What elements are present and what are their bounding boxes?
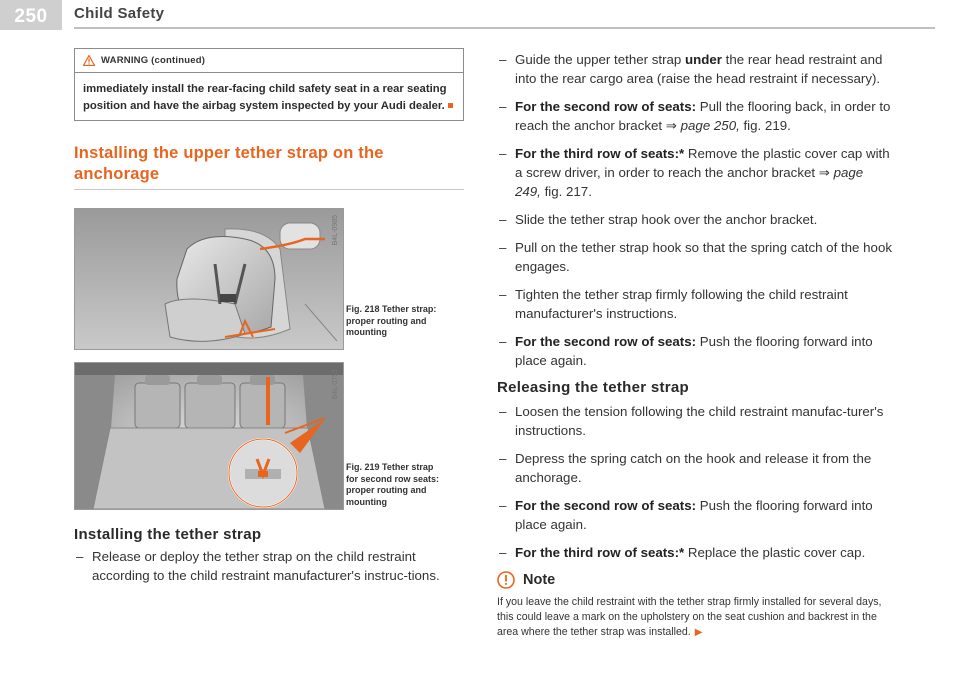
child-seat-illustration xyxy=(75,209,343,349)
installing-step-1: – Release or deploy the tether strap on the child restraint according to the child restraint manufacturer's instruc-tions. xyxy=(74,547,464,585)
figure-219-code: B4L-0751 xyxy=(332,369,339,400)
figure-219-image xyxy=(74,362,344,510)
figure-218 xyxy=(74,208,464,354)
continue-arrow-icon: ▶ xyxy=(694,627,703,638)
right-column xyxy=(497,50,892,640)
step-second-row-push: – For the second row of seats: Push the flooring forward into place again. xyxy=(497,332,892,370)
step-third-row-remove: – For the third row of seats:* Remove the plastic cover cap with a screw driver, in order to reach the anchor bracket ⇒ page 249, fig. 217. xyxy=(497,144,892,201)
figure-218-caption: Fig. 218 Tether strap: proper routing and mounting xyxy=(346,304,437,337)
figure-218-image xyxy=(74,208,344,350)
note-header xyxy=(497,571,892,589)
page-number: 250 xyxy=(0,0,62,30)
header-rule xyxy=(74,27,935,29)
warning-header xyxy=(75,49,463,73)
note-circle-icon xyxy=(497,571,515,589)
step-tighten-strap: – Tighten the tether strap firmly following the child restraint manufacturer's instructions. xyxy=(497,285,892,323)
note-text: If you leave the child restraint with the tether strap firmly installed for several days, this could leave a mark on the upholstery on the seat cushion and backrest in the area where the tether strap was installed. ▶ xyxy=(497,596,882,638)
step-pull-hook: – Pull on the tether strap hook so that the spring catch of the hook engages. xyxy=(497,238,892,276)
chapter-title: Child Safety xyxy=(74,5,165,22)
installing-tether-title: Installing the tether strap xyxy=(74,526,262,543)
warning-text: immediately install the rear-facing child safety seat in a rear seating position and have the airbag system inspected by your Audi dealer. xyxy=(75,73,463,120)
warning-triangle-icon xyxy=(83,55,95,66)
cargo-area-illustration xyxy=(75,363,343,509)
figure-218-code: B4L-0985 xyxy=(332,215,339,246)
releasing-tether-title: Releasing the tether strap xyxy=(497,379,690,396)
page-249-reference[interactable]: ⇒ page 249, xyxy=(515,165,864,199)
step-second-row-pull: – For the second row of seats: Pull the flooring back, in order to reach the anchor bracket ⇒ page 250, fig. 219. xyxy=(497,97,892,135)
figure-219 xyxy=(74,362,464,512)
section-rule xyxy=(74,189,464,190)
note-title: Note xyxy=(523,572,556,588)
release-step-third-row: – For the third row of seats:* Replace the plastic cover cap. xyxy=(497,543,892,562)
release-step-depress: – Depress the spring catch on the hook and release it from the anchorage. xyxy=(497,449,892,487)
end-mark-icon xyxy=(448,103,453,108)
warning-label: WARNING (continued) xyxy=(101,55,206,66)
release-step-loosen: – Loosen the tension following the child restraint manufac-turer's instructions. xyxy=(497,402,892,440)
release-step-second-row: – For the second row of seats: Push the flooring forward into place again. xyxy=(497,496,892,534)
left-column xyxy=(74,48,464,585)
step-slide-hook: – Slide the tether strap hook over the anchor bracket. xyxy=(497,210,892,229)
section-title: Installing the upper tether strap on the anchorage xyxy=(74,144,384,183)
warning-box xyxy=(74,48,464,121)
page-250-reference[interactable]: ⇒ page 250, xyxy=(665,118,740,133)
step-guide-strap: – Guide the upper tether strap under the rear head restraint and into the rear cargo area (raise the head restraint if necessary). xyxy=(497,50,892,88)
figure-219-caption: Fig. 219 Tether strap for second row seats: proper routing and mounting xyxy=(346,462,440,507)
